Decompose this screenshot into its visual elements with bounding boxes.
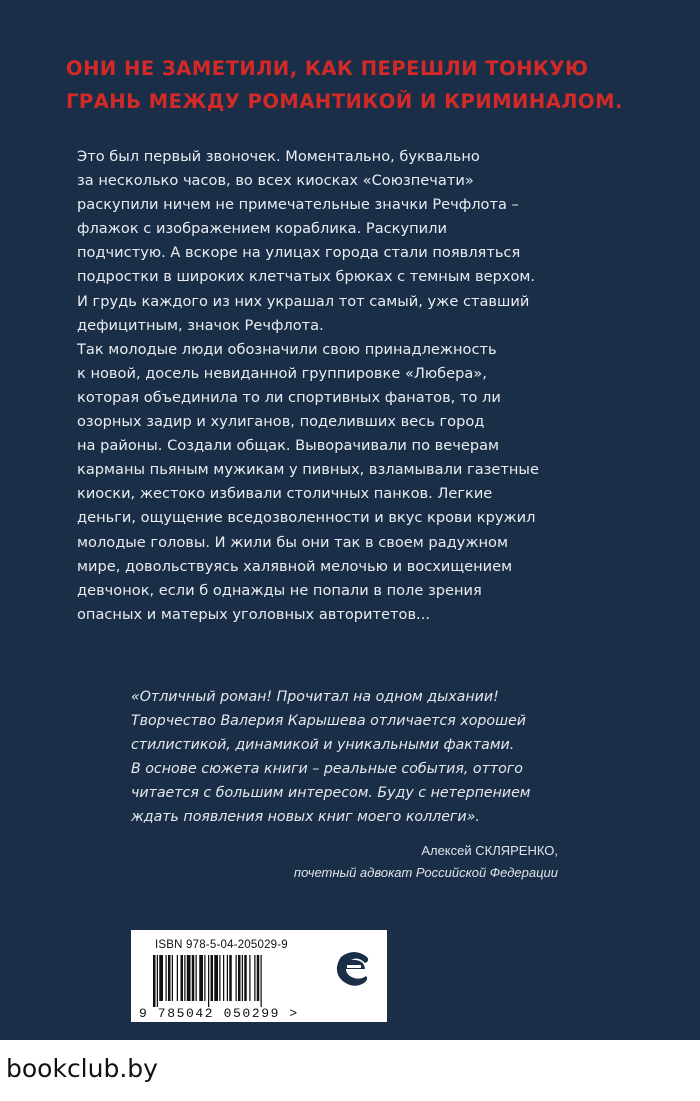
synopsis-line: подростки в широких клетчатых брюках с темным верхом. [77, 268, 536, 286]
synopsis-line: деньги, ощущение вседозволенности и вкус крови кружил [77, 509, 536, 527]
synopsis-line: карманы пьяным мужикам у пивных, взламывали газетные [77, 461, 539, 479]
synopsis-line: дефицитным, значок Речфлота. [77, 316, 324, 334]
synopsis-line: которая объединила то ли спортивных фанатов, то ли [77, 388, 501, 406]
headline-line: ОНИ НЕ ЗАМЕТИЛИ, КАК ПЕРЕШЛИ ТОНКУЮ [66, 57, 589, 80]
attribution-name: Алексей СКЛЯРЕНКО, [421, 843, 558, 858]
headline [66, 52, 666, 118]
watermark: bookclub.by [6, 1054, 158, 1083]
quote-line: ждать появления новых книг моего коллеги». [131, 809, 480, 825]
quote-line: читается с большим интересом. Буду с нетерпением [131, 785, 531, 801]
quote-attribution [294, 840, 558, 884]
synopsis-line: И грудь каждого из них украшал тот самый, уже ставший [77, 292, 530, 310]
synopsis-line: к новой, досель невиданной группировке «Люберa», [77, 364, 487, 382]
headline-line: ГРАНЬ МЕЖДУ РОМАНТИКОЙ И КРИМИНАЛОМ. [66, 90, 623, 113]
synopsis-line: молодые головы. И жили бы они так в своем радужном [77, 533, 508, 551]
synopsis-line: подчистую. А вскоре на улицах города стали появляться [77, 244, 521, 262]
publisher-logo [324, 938, 384, 1018]
synopsis-line: Так молодые люди обозначили свою принадлежность [77, 340, 497, 358]
quote-line: стилистикой, динамикой и уникальными фактами. [131, 737, 515, 753]
review-quote [131, 685, 601, 829]
isbn-number: ISBN 978-5-04-205029-9 [155, 939, 288, 951]
eksmo-logo-icon [324, 938, 384, 1000]
synopsis-line: девчонок, если б однажды не попали в поле зрения [77, 581, 482, 599]
synopsis-text [77, 145, 637, 627]
quote-line: Творчество Валерия Карышева отличается хорошей [131, 713, 527, 729]
synopsis-line: мире, довольствуясь халявной мелочью и восхищением [77, 557, 513, 575]
synopsis-line: опасных и матерых уголовных авторитетов... [77, 605, 430, 623]
attribution-title: почетный адвокат Российской Федерации [293, 865, 558, 880]
synopsis-line: флажок с изображением кораблика. Раскупили [77, 220, 447, 238]
synopsis-line: на районы. Создали общак. Выворачивали по вечерам [77, 437, 500, 455]
quote-line: «Отличный роман! Прочитал на одном дыхании! [131, 689, 499, 705]
publisher-name: ЭКСМО [332, 1002, 376, 1013]
synopsis-line: за несколько часов, во всех киосках «Союзпечати» [77, 172, 474, 190]
synopsis-line: Это был первый звоночек. Моментально, буквально [77, 148, 480, 165]
synopsis-line: раскупили ничем не примечательные значки Речфлота – [77, 196, 519, 214]
barcode-digits: 9 785042 050299 > [139, 1006, 299, 1021]
synopsis-line: киоски, жестоко избивали столичных панков. Легкие [77, 485, 493, 503]
quote-line: В основе сюжета книги – реальные события, оттого [131, 761, 523, 777]
synopsis-line: озорных задир и хулиганов, поделивших весь город [77, 413, 485, 431]
barcode-icon [153, 955, 303, 1007]
